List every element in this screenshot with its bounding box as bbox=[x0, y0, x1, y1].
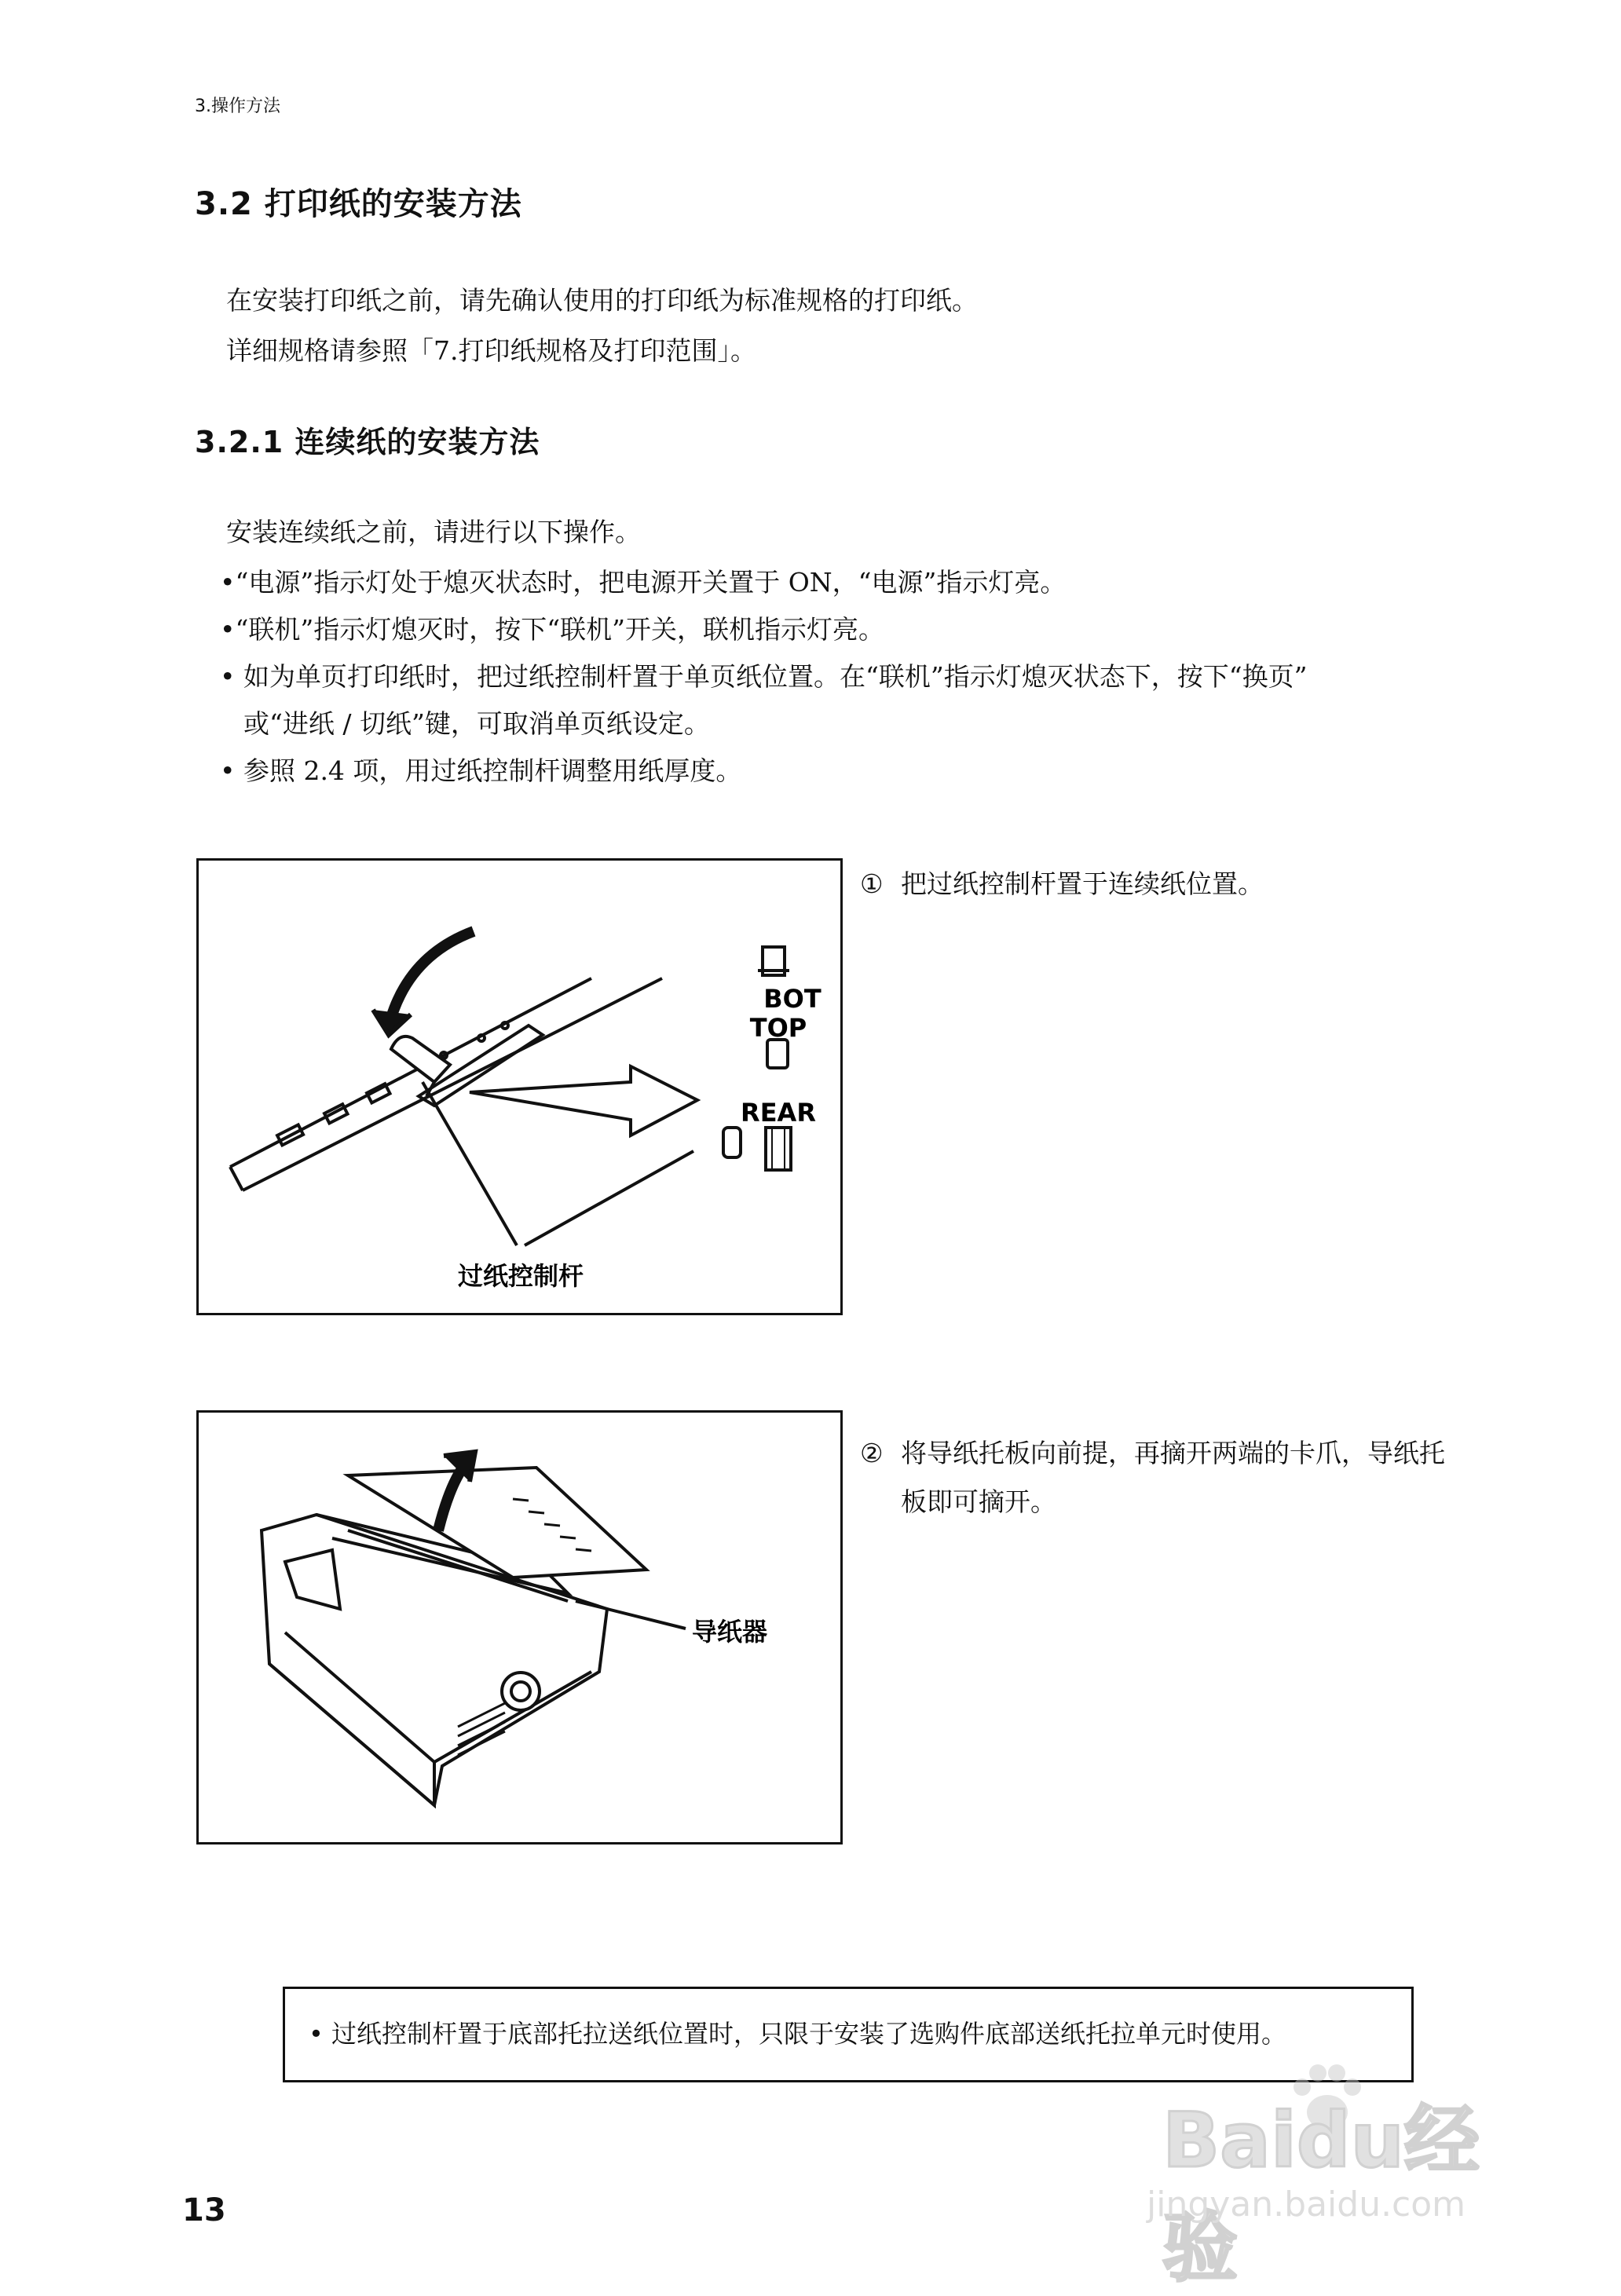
step-2-number: ② bbox=[860, 1438, 884, 1468]
step-1-text: 把过纸控制杆置于连续纸位置。 bbox=[901, 868, 1264, 899]
subsection-title: 3.2.1 连续纸的安装方法 bbox=[195, 425, 540, 459]
paper-lever-illustration bbox=[199, 861, 840, 1313]
step-1-number: ① bbox=[860, 868, 884, 899]
list-item: 或“进纸 / 切纸”键，可取消单页纸设定。 bbox=[243, 708, 710, 739]
step-2-text-line-1: 将导纸托板向前提，再摘开两端的卡爪，导纸托 bbox=[901, 1438, 1445, 1468]
section-title: 3.2 打印纸的安装方法 bbox=[195, 186, 522, 222]
figure1-label: 过纸控制杆 bbox=[457, 1261, 584, 1291]
list-item: • 参照 2.4 项，用过纸控制杆调整用纸厚度。 bbox=[220, 755, 742, 786]
step-2-text-line-2: 板即可摘开。 bbox=[901, 1486, 1056, 1517]
intro-line-2: 详细规格请参照「7.打印纸规格及打印范围」。 bbox=[226, 335, 756, 366]
watermark bbox=[1131, 2049, 1539, 2292]
step-1-caption bbox=[860, 860, 1551, 909]
list-item: • 如为单页打印纸时，把过纸控制杆置于单页纸位置。在“联机”指示灯熄灭状态下，按下“换页” bbox=[220, 661, 1308, 692]
figure-paper-guide bbox=[196, 1410, 843, 1844]
step-2-caption bbox=[860, 1429, 1551, 1526]
printer-illustration bbox=[199, 1413, 840, 1842]
figure2-label: 导纸器 bbox=[692, 1617, 768, 1647]
list-item: •“电源”指示灯处于熄灭状态时，把电源开关置于 ON，“电源”指示灯亮。 bbox=[220, 567, 1067, 598]
icon-label-rear: REAR bbox=[741, 1098, 816, 1128]
icon-label-bot: BOT bbox=[763, 984, 821, 1014]
icon-label-top: TOP bbox=[749, 1013, 807, 1043]
figure-paper-lever bbox=[196, 858, 843, 1315]
note-text: • 过纸控制杆置于底部托拉送纸位置时，只限于安装了选购件底部送纸托拉单元时使用。 bbox=[309, 2019, 1287, 2049]
list-item: •“联机”指示灯熄灭时，按下“联机”开关，联机指示灯亮。 bbox=[220, 614, 884, 645]
page-number: 13 bbox=[182, 2192, 226, 2228]
watermark-brand: Baidu经验 bbox=[1162, 2097, 1480, 2292]
prep-bullet-list bbox=[220, 559, 1307, 795]
intro-line-1: 在安装打印纸之前，请先确认使用的打印纸为标准规格的打印纸。 bbox=[226, 285, 978, 316]
prep-intro: 安装连续纸之前，请进行以下操作。 bbox=[226, 517, 641, 547]
watermark-url: jingyan.baidu.com bbox=[1147, 2184, 1466, 2225]
breadcrumb: 3.操作方法 bbox=[195, 97, 280, 116]
